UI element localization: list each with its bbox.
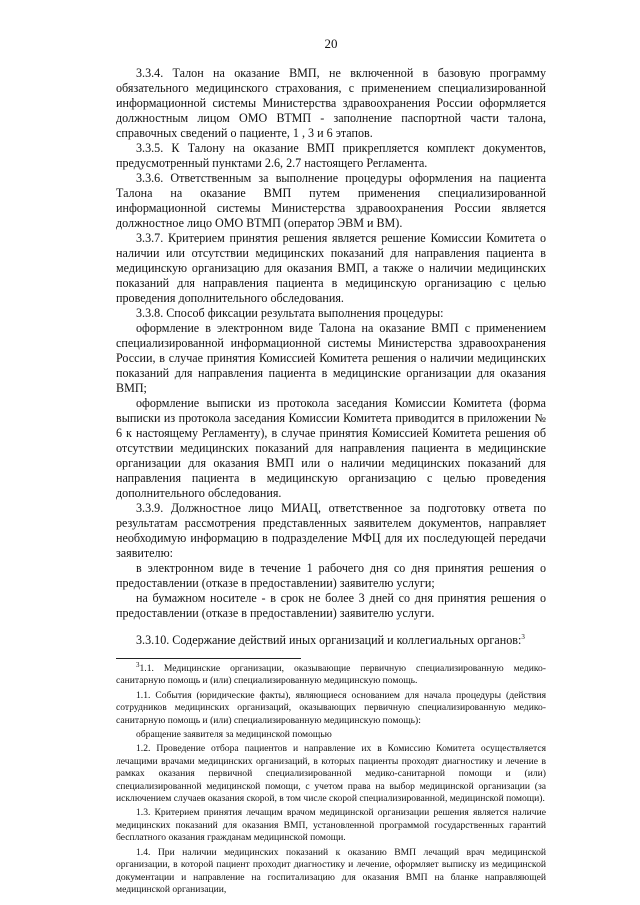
paragraph-3-3-8-item-2: оформление выписки из протокола заседания Комиссии Комитета (форма выписки из протокола заседания Комиссии Комитета приводится в приложении № 6 к настоящему Регламенту), в случае принятия Комиссией Комитета решения об отсутствии медицинских показаний для направления пациента в медицинские организации для оказания ВМП или о наличии медицинских показаний для направления пациента в медицинскую организацию с целью проведения дополнительного обследования.: [116, 396, 546, 500]
paragraph-3-3-8: 3.3.8. Способ фиксации результата выполнения процедуры:: [136, 306, 444, 320]
footnote-item-appeal: обращение заявителя за медицинской помощью: [136, 729, 332, 741]
footnote-divider: [116, 658, 301, 659]
paragraph-3-3-8-item-1: оформление в электронном виде Талона на оказание ВМП с применением специализированной информационной системы Министерства здравоохранения России, в случае принятия Комиссией Комитета решения о наличии медицинских показаний для направления пациента в медицинские организации для оказания ВМП;: [116, 321, 546, 395]
footnotes: [116, 660, 546, 896]
paragraph-3-3-9: 3.3.9. Должностное лицо МИАЦ, ответственное за подготовку ответа по результатам рассмотрения представленных заявителем документов, направляет необходимую информацию в подразделение МФЦ для их последующей передачи заявителю:: [116, 501, 546, 560]
section-heading-text: 3.3.10. Содержание действий иных организаций и коллегиальных органов:: [136, 633, 522, 647]
paragraph-3-3-7: 3.3.7. Критерием принятия решения является решение Комиссии Комитета о наличии или отсутствии медицинских показаний для направления пациента в медицинскую организацию для оказания ВМП, а также о наличии медицинских показаний для направления пациента в медицинскую организацию с целью проведения дополнительного обследования.: [116, 231, 546, 305]
regulation-body: [116, 66, 546, 648]
paragraph-3-3-5: 3.3.5. К Талону на оказание ВМП прикрепляется комплект документов, предусмотренный пунктами 2.6, 2.7 настоящего Регламента.: [116, 141, 546, 170]
footnote-item-1-1: 1.1. События (юридические факты), являющиеся основанием для начала процедуры (действия сотрудников медицинских организаций, оказывающих первичную специализированную медико-санитарную помощь и (или) специализированную медицинскую помощь):: [116, 689, 546, 726]
footnote-ref: 3: [521, 632, 525, 641]
paragraph-3-3-6: 3.3.6. Ответственным за выполнение процедуры оформления на пациента Талона на оказание ВМП путем применения специализированной информационной системы Министерства здравоохранения России является должностное лицо ОМО ВТМП (оператор ЭВМ и ВМ).: [116, 171, 546, 230]
paragraph-3-3-9-item-2: на бумажном носителе - в срок не более 3 дней со дня принятия решения о предоставлении (отказе в предоставлении) заявителю услуги.: [116, 591, 546, 620]
footnote-lead: [116, 660, 546, 688]
footnote-item-1-4: 1.4. При наличии медицинских показаний к оказанию ВМП лечащий врач медицинской организации, в которой пациент проходит диагностику и лечение, оформляет выписку из медицинской документации и направление на госпитализацию для оказания ВМП на бланке направляющей медицинской организации,: [116, 846, 546, 895]
footnote-lead-text: 1.1. Медицинские организации, оказывающие первичную специализированную медико-санитарную помощь и (или) специализированную медицинскую помощь.: [116, 663, 546, 687]
paragraph-3-3-4: 3.3.4. Талон на оказание ВМП, не включенной в базовую программу обязательного медицинского страхования, с применением специализированной информационной системы Министерства здравоохранения России оформляется должностным лицом ОМО ВТМП - заполнение паспортной части талона, справочных сведений о пациенте, 1 , 3 и 6 этапов.: [116, 66, 546, 140]
page-number: 20: [324, 36, 338, 51]
footnote-marker: 3: [136, 660, 140, 669]
footnote-item-1-3: 1.3. Критерием принятия лечащим врачом медицинской организации решения является наличие медицинских показаний для оказания ВМП, установленной программой государственных гарантий бесплатного оказания гражданам медицинской помощи.: [116, 807, 546, 844]
section-heading-3-3-10: [116, 633, 546, 648]
paragraph-3-3-9-item-1: в электронном виде в течение 1 рабочего дня со дня принятия решения о предоставлении (отказе в предоставлении) заявителю услуги;: [116, 561, 546, 590]
footnote-item-1-2: 1.2. Проведение отбора пациентов и направление их в Комиссию Комитета осуществляется лечащими врачами медицинских организаций, в которых пациенты проходят диагностику и лечение в рамках оказания первичной специализированной медико-санитарной помощи и (или) специализированной медицинской помощи, с учетом права на выбор медицинской организации (за исключением случаев оказания скорой, в том числе скорой специализированной, медицинской помощи).: [116, 743, 546, 805]
